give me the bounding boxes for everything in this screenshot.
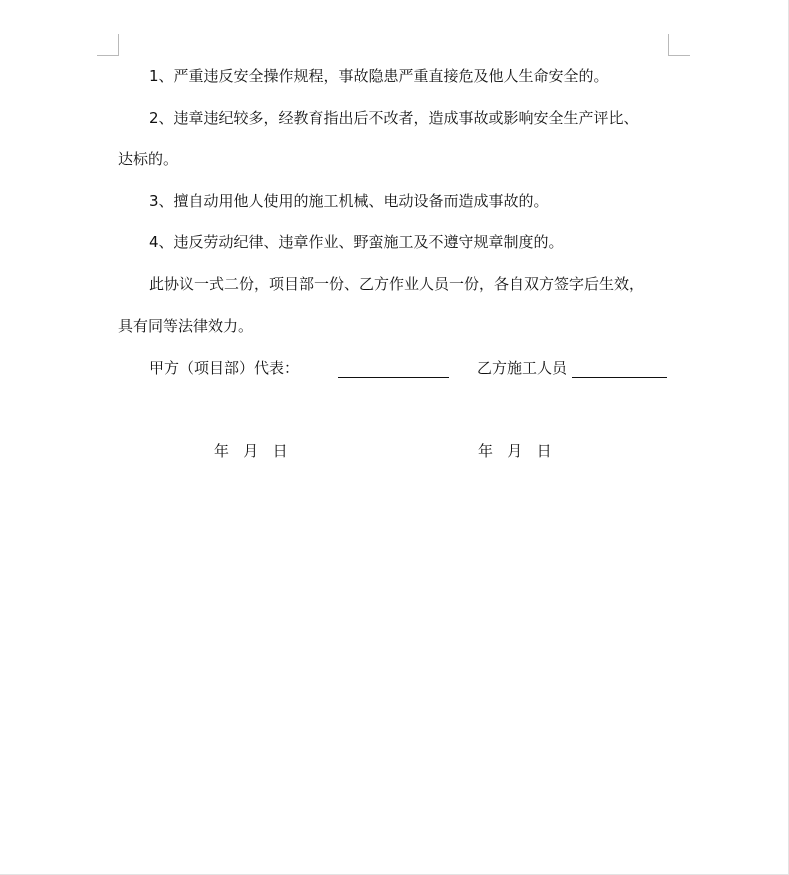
signature-row [0, 358, 789, 380]
clause-4: 4、违反劳动纪律、违章作业、野蛮施工及不遵守规章制度的。 [149, 233, 564, 251]
crop-mark-top-left [97, 34, 119, 56]
clause-1: 1、严重违反安全操作规程，事故隐患严重直接危及他人生命安全的。 [149, 67, 609, 85]
agreement-line-2: 具有同等法律效力。 [118, 317, 254, 335]
party-b-label: 乙方施工人员 [477, 359, 568, 377]
clause-2-line-1: 2、违章违纪较多，经教育指出后不改者，造成事故或影响安全生产评比、 [149, 109, 639, 127]
clause-3: 3、擅自动用他人使用的施工机械、电动设备而造成事故的。 [149, 192, 549, 210]
party-a-signature-line[interactable] [338, 361, 449, 378]
agreement-line-1: 此协议一式二份，项目部一份、乙方作业人员一份，各自双方签字后生效， [149, 275, 645, 293]
party-b-date: 年 月 日 [478, 442, 552, 460]
clause-2-line-2: 达标的。 [118, 150, 179, 168]
party-a-date: 年 月 日 [214, 442, 288, 460]
crop-mark-top-right [668, 34, 690, 56]
party-a-label: 甲方（项目部）代表： [149, 359, 300, 377]
party-b-signature-line[interactable] [572, 361, 667, 378]
